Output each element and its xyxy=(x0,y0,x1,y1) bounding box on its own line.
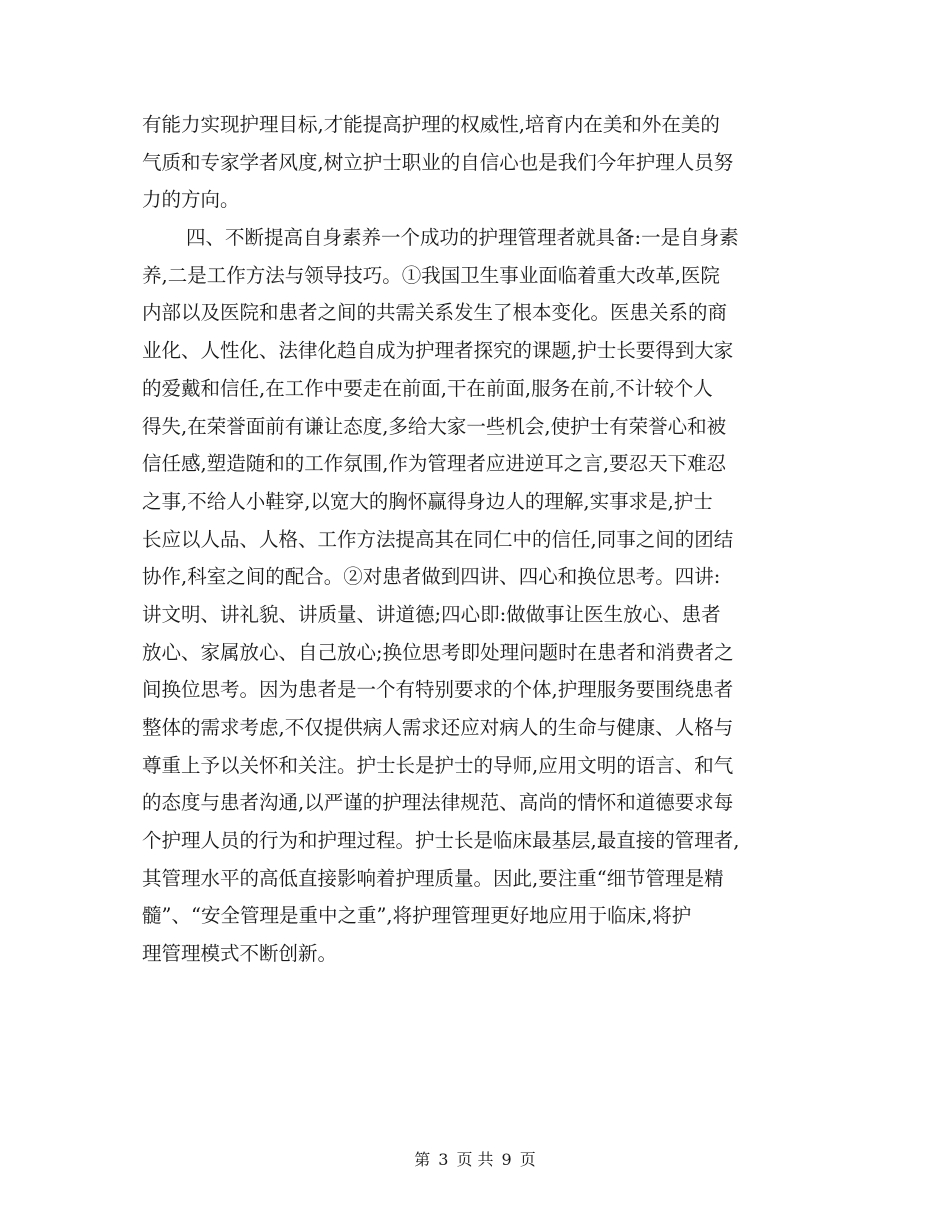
text-line: 讲文明、讲礼貌、讲质量、讲道德;四心即:做做事让医生放心、患者 xyxy=(142,602,721,626)
text-line: 业化、人性化、法律化趋自成为护理者探究的课题,护士长要得到大家 xyxy=(142,339,734,363)
page-suffix: 页 xyxy=(519,1150,536,1169)
text-line: 放心、家属放心、自己放心;换位思考即处理问题时在患者和消费者之 xyxy=(142,640,734,664)
text-line: 有能力实现护理目标,才能提高护理的权威性,培育内在美和外在美的 xyxy=(142,113,720,136)
total-pages-number: 9 xyxy=(501,1150,512,1169)
text-line: 气质和专家学者风度,树立护士职业的自信心也是我们今年护理人员努 xyxy=(142,150,734,174)
page-prefix: 第 xyxy=(414,1150,431,1169)
text-line: 长应以人品、人格、工作方法提高其在同仁中的信任,同事之间的团结 xyxy=(142,527,734,551)
text-line: 养,二是工作方法与领导技巧。①我国卫生事业面临着重大改革,医院 xyxy=(142,263,720,287)
text-line: 的态度与患者沟通,以严谨的护理法律规范、高尚的情怀和道德要求每 xyxy=(142,791,734,815)
text-line: 得失,在荣誉面前有谦让态度,多给大家一些机会,使护士有荣誉心和被 xyxy=(142,414,727,438)
paragraph-start-line: 四、不断提高自身素养一个成功的护理管理者就具备:一是自身素 xyxy=(186,226,739,250)
text-line: 的爱戴和信任,在工作中要走在前面,干在前面,服务在前,不计较个人 xyxy=(142,376,713,400)
current-page-number: 3 xyxy=(438,1150,449,1169)
page-mid-text: 页 共 xyxy=(456,1150,494,1169)
page-footer xyxy=(0,1148,950,1172)
text-line: 理管理模式不断创新。 xyxy=(142,942,338,966)
text-line: 间换位思考。因为患者是一个有特别要求的个体,护理服务要围绕患者 xyxy=(142,678,734,702)
text-line: 尊重上予以关怀和关注。护士长是护士的导师,应用文明的语言、和气 xyxy=(142,753,734,777)
body-text xyxy=(142,106,814,973)
text-line: 力的方向。 xyxy=(142,188,240,212)
text-line: 整体的需求考虑,不仅提供病人需求还应对病人的生命与健康、人格与 xyxy=(142,716,734,739)
text-line: 信任感,塑造随和的工作氛围,作为管理者应进逆耳之言,要忍天下难忍 xyxy=(142,452,727,476)
text-line: 协作,科室之间的配合。②对患者做到四讲、四心和换位思考。四讲: xyxy=(142,565,721,589)
text-line: 髓”、“安全管理是重中之重”,将护理管理更好地应用于临床,将护 xyxy=(142,904,692,928)
text-line: 之事,不给人小鞋穿,以宽大的胸怀赢得身边人的理解,实事求是,护士 xyxy=(142,489,713,513)
text-line: 其管理水平的高低直接影响着护理质量。因此,要注重“细节管理是精 xyxy=(142,866,724,890)
text-line: 个护理人员的行为和护理过程。护士长是临床最基层,最直接的管理者, xyxy=(142,829,740,853)
text-line: 内部以及医院和患者之间的共需关系发生了根本变化。医患关系的商 xyxy=(142,301,728,325)
